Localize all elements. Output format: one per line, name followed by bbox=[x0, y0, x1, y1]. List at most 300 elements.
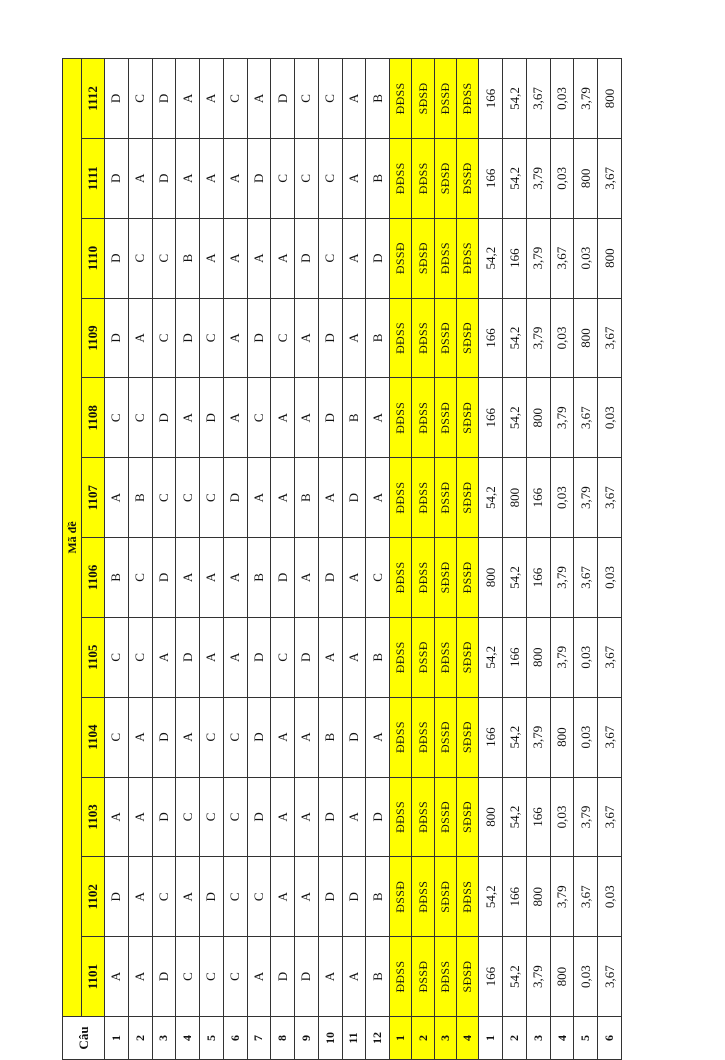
answer-key-table bbox=[62, 58, 622, 1060]
answer-cell: C bbox=[152, 298, 176, 378]
question-number: 1 bbox=[105, 1017, 129, 1060]
answer-cell: D bbox=[105, 59, 129, 139]
answer-cell: 166 bbox=[479, 59, 503, 139]
answer-cell: A bbox=[271, 857, 295, 937]
answer-cell: C bbox=[200, 298, 224, 378]
answer-cell: 54,2 bbox=[479, 617, 503, 697]
answer-cell: A bbox=[271, 777, 295, 857]
answer-cell: 3,67 bbox=[598, 458, 622, 538]
multiple-choice-row bbox=[366, 59, 390, 1060]
answer-cell: 166 bbox=[526, 538, 550, 618]
answer-cell: 166 bbox=[503, 218, 527, 298]
answer-cell: D bbox=[105, 138, 129, 218]
answer-cell: A bbox=[247, 218, 271, 298]
answer-cell: ĐĐSS bbox=[390, 937, 412, 1017]
answer-cell: C bbox=[223, 777, 247, 857]
answer-cell: A bbox=[176, 378, 200, 458]
answer-cell: 800 bbox=[479, 777, 503, 857]
answer-cell: 800 bbox=[550, 937, 574, 1017]
answer-cell: A bbox=[128, 937, 152, 1017]
answer-cell: A bbox=[223, 538, 247, 618]
answer-cell: A bbox=[200, 59, 224, 139]
answer-cell: 3,67 bbox=[598, 697, 622, 777]
answer-cell: 0,03 bbox=[550, 777, 574, 857]
answer-cell: C bbox=[176, 458, 200, 538]
answer-cell: ĐĐSS bbox=[412, 857, 434, 937]
answer-cell: C bbox=[200, 697, 224, 777]
exam-code-header: 1110 bbox=[82, 218, 105, 298]
exam-code-header: 1107 bbox=[82, 458, 105, 538]
answer-cell: 54,2 bbox=[503, 937, 527, 1017]
answer-cell: D bbox=[200, 857, 224, 937]
answer-cell: B bbox=[366, 138, 390, 218]
question-column-header: Câu bbox=[63, 1017, 105, 1060]
answer-cell: C bbox=[271, 138, 295, 218]
answer-cell: 800 bbox=[479, 538, 503, 618]
answer-cell: 0,03 bbox=[574, 218, 598, 298]
answer-cell: 3,67 bbox=[598, 617, 622, 697]
answer-cell: D bbox=[366, 218, 390, 298]
answer-cell: 54,2 bbox=[479, 458, 503, 538]
answer-cell: D bbox=[200, 378, 224, 458]
answer-cell: 3,79 bbox=[550, 538, 574, 618]
answer-cell: D bbox=[342, 697, 366, 777]
answer-cell: 3,79 bbox=[526, 937, 550, 1017]
multiple-choice-row bbox=[105, 59, 129, 1060]
answer-cell: 54,2 bbox=[503, 298, 527, 378]
exam-code-header: 1106 bbox=[82, 538, 105, 618]
exam-code-header: 1109 bbox=[82, 298, 105, 378]
answer-cell: A bbox=[271, 697, 295, 777]
answer-cell: C bbox=[247, 857, 271, 937]
answer-cell: D bbox=[105, 218, 129, 298]
question-number: 2 bbox=[128, 1017, 152, 1060]
answer-cell: 54,2 bbox=[503, 697, 527, 777]
answer-cell: ĐĐSS bbox=[412, 777, 434, 857]
multiple-choice-row bbox=[200, 59, 224, 1060]
answer-cell: C bbox=[271, 298, 295, 378]
answer-cell: A bbox=[366, 697, 390, 777]
answer-cell: ĐĐSS bbox=[412, 378, 434, 458]
true-false-row bbox=[412, 59, 434, 1060]
answer-cell: D bbox=[247, 777, 271, 857]
answer-cell: 54,2 bbox=[503, 378, 527, 458]
answer-cell: A bbox=[128, 857, 152, 937]
answer-cell: 54,2 bbox=[479, 218, 503, 298]
answer-cell: D bbox=[295, 218, 319, 298]
question-number: 10 bbox=[318, 1017, 342, 1060]
answer-cell: A bbox=[295, 857, 319, 937]
answer-cell: 54,2 bbox=[479, 857, 503, 937]
question-number: 6 bbox=[223, 1017, 247, 1060]
answer-cell: 0,03 bbox=[550, 298, 574, 378]
answer-cell: 3,67 bbox=[598, 138, 622, 218]
answer-cell: 800 bbox=[598, 218, 622, 298]
answer-cell: A bbox=[223, 617, 247, 697]
answer-cell: B bbox=[366, 59, 390, 139]
answer-cell: D bbox=[247, 298, 271, 378]
answer-cell: ĐĐSS bbox=[390, 697, 412, 777]
answer-cell: A bbox=[105, 458, 129, 538]
answer-cell: 166 bbox=[503, 617, 527, 697]
question-number: 12 bbox=[366, 1017, 390, 1060]
answer-cell: D bbox=[318, 777, 342, 857]
short-answer-row bbox=[598, 59, 622, 1060]
answer-cell: 3,67 bbox=[574, 378, 598, 458]
answer-cell: A bbox=[342, 59, 366, 139]
multiple-choice-row bbox=[271, 59, 295, 1060]
answer-cell: A bbox=[200, 218, 224, 298]
answer-cell: 54,2 bbox=[503, 59, 527, 139]
answer-cell: A bbox=[176, 857, 200, 937]
answer-cell: D bbox=[271, 538, 295, 618]
question-number: 2 bbox=[412, 1017, 434, 1060]
question-number: 5 bbox=[200, 1017, 224, 1060]
answer-cell: 0,03 bbox=[550, 458, 574, 538]
answer-cell: A bbox=[342, 298, 366, 378]
answer-cell: A bbox=[176, 697, 200, 777]
answer-cell: A bbox=[105, 937, 129, 1017]
answer-cell: C bbox=[176, 777, 200, 857]
answer-cell: 3,79 bbox=[550, 617, 574, 697]
exam-code-row bbox=[82, 59, 105, 1060]
answer-cell: ĐSSĐ bbox=[390, 218, 412, 298]
answer-cell: SĐSĐ bbox=[412, 59, 434, 139]
answer-cell: C bbox=[128, 59, 152, 139]
answer-cell: 166 bbox=[479, 138, 503, 218]
multiple-choice-row bbox=[318, 59, 342, 1060]
answer-cell: A bbox=[152, 617, 176, 697]
answer-cell: ĐĐSS bbox=[457, 857, 479, 937]
question-number: 5 bbox=[574, 1017, 598, 1060]
answer-cell: 166 bbox=[479, 697, 503, 777]
answer-cell: A bbox=[295, 777, 319, 857]
answer-cell: A bbox=[295, 538, 319, 618]
answer-cell: D bbox=[342, 857, 366, 937]
answer-cell: 54,2 bbox=[503, 138, 527, 218]
answer-cell: D bbox=[366, 777, 390, 857]
answer-cell: A bbox=[105, 777, 129, 857]
answer-cell: D bbox=[295, 937, 319, 1017]
answer-rows bbox=[105, 59, 622, 1060]
answer-cell: D bbox=[105, 857, 129, 937]
answer-cell: D bbox=[152, 538, 176, 618]
answer-cell: ĐĐSS bbox=[390, 138, 412, 218]
answer-cell: A bbox=[176, 538, 200, 618]
answer-cell: C bbox=[318, 218, 342, 298]
answer-cell: A bbox=[176, 59, 200, 139]
answer-cell: A bbox=[128, 298, 152, 378]
answer-cell: A bbox=[342, 777, 366, 857]
question-number: 4 bbox=[176, 1017, 200, 1060]
answer-cell: 3,79 bbox=[574, 59, 598, 139]
answer-cell: 800 bbox=[526, 857, 550, 937]
answer-cell: 800 bbox=[550, 697, 574, 777]
answer-cell: ĐĐSS bbox=[390, 538, 412, 618]
answer-cell: C bbox=[128, 538, 152, 618]
question-number: 1 bbox=[390, 1017, 412, 1060]
answer-cell: 166 bbox=[479, 378, 503, 458]
answer-cell: ĐĐSS bbox=[412, 138, 434, 218]
answer-cell: ĐSSĐ bbox=[434, 59, 456, 139]
answer-cell: C bbox=[105, 697, 129, 777]
answer-cell: B bbox=[366, 617, 390, 697]
question-number: 3 bbox=[152, 1017, 176, 1060]
answer-cell: 800 bbox=[526, 378, 550, 458]
answer-cell: ĐSSĐ bbox=[412, 937, 434, 1017]
answer-cell: D bbox=[152, 138, 176, 218]
question-number: 6 bbox=[598, 1017, 622, 1060]
multiple-choice-row bbox=[295, 59, 319, 1060]
short-answer-row bbox=[550, 59, 574, 1060]
answer-cell: A bbox=[271, 218, 295, 298]
answer-cell: 3,79 bbox=[526, 298, 550, 378]
answer-cell: ĐĐSS bbox=[390, 458, 412, 538]
answer-cell: SĐSĐ bbox=[434, 138, 456, 218]
answer-cell: C bbox=[223, 937, 247, 1017]
answer-cell: A bbox=[271, 378, 295, 458]
answer-cell: SĐSĐ bbox=[457, 458, 479, 538]
answer-cell: 166 bbox=[479, 298, 503, 378]
answer-cell: B bbox=[366, 298, 390, 378]
exam-code-header: 1101 bbox=[82, 937, 105, 1017]
answer-cell: 3,67 bbox=[598, 777, 622, 857]
answer-cell: D bbox=[152, 937, 176, 1017]
answer-cell: 0,03 bbox=[574, 937, 598, 1017]
answer-cell: ĐĐSS bbox=[457, 218, 479, 298]
answer-cell: A bbox=[200, 617, 224, 697]
answer-cell: B bbox=[295, 458, 319, 538]
answer-cell: D bbox=[176, 298, 200, 378]
answer-cell: A bbox=[200, 138, 224, 218]
answer-cell: ĐĐSS bbox=[412, 298, 434, 378]
answer-cell: D bbox=[342, 458, 366, 538]
answer-cell: C bbox=[200, 777, 224, 857]
answer-cell: SĐSĐ bbox=[457, 298, 479, 378]
question-number: 2 bbox=[503, 1017, 527, 1060]
answer-cell: SĐSĐ bbox=[457, 937, 479, 1017]
answer-cell: ĐSSĐ bbox=[457, 538, 479, 618]
answer-cell: ĐSSĐ bbox=[434, 458, 456, 538]
answer-cell: C bbox=[152, 857, 176, 937]
question-number: 3 bbox=[434, 1017, 456, 1060]
answer-cell: 3,67 bbox=[574, 857, 598, 937]
answer-cell: C bbox=[128, 378, 152, 458]
short-answer-row bbox=[479, 59, 503, 1060]
true-false-row bbox=[457, 59, 479, 1060]
answer-cell: D bbox=[271, 937, 295, 1017]
answer-cell: 800 bbox=[526, 617, 550, 697]
short-answer-row bbox=[574, 59, 598, 1060]
exam-code-header: 1112 bbox=[82, 59, 105, 139]
exam-code-header: 1108 bbox=[82, 378, 105, 458]
answer-cell: 3,67 bbox=[550, 218, 574, 298]
answer-cell: A bbox=[342, 617, 366, 697]
question-number: 3 bbox=[526, 1017, 550, 1060]
answer-cell: C bbox=[105, 378, 129, 458]
answer-cell: A bbox=[223, 378, 247, 458]
answer-cell: D bbox=[318, 298, 342, 378]
multiple-choice-row bbox=[176, 59, 200, 1060]
answer-cell: 3,79 bbox=[550, 857, 574, 937]
question-number: 7 bbox=[247, 1017, 271, 1060]
answer-cell: C bbox=[366, 538, 390, 618]
answer-cell: ĐSSĐ bbox=[434, 697, 456, 777]
answer-cell: ĐSSĐ bbox=[434, 378, 456, 458]
answer-cell: A bbox=[176, 138, 200, 218]
answer-cell: 0,03 bbox=[574, 617, 598, 697]
answer-cell: B bbox=[366, 937, 390, 1017]
answer-cell: A bbox=[223, 138, 247, 218]
answer-cell: 3,79 bbox=[550, 378, 574, 458]
answer-cell: A bbox=[366, 378, 390, 458]
answer-cell: ĐSSĐ bbox=[457, 138, 479, 218]
answer-cell: 3,79 bbox=[526, 218, 550, 298]
answer-cell: D bbox=[152, 697, 176, 777]
answer-cell: 166 bbox=[479, 937, 503, 1017]
short-answer-row bbox=[503, 59, 527, 1060]
answer-cell: D bbox=[152, 378, 176, 458]
answer-cell: ĐSSĐ bbox=[434, 777, 456, 857]
answer-cell: D bbox=[176, 617, 200, 697]
answer-cell: B bbox=[176, 218, 200, 298]
multiple-choice-row bbox=[128, 59, 152, 1060]
answer-cell: ĐĐSS bbox=[390, 617, 412, 697]
answer-cell: 3,79 bbox=[526, 138, 550, 218]
answer-cell: C bbox=[247, 378, 271, 458]
question-number: 1 bbox=[479, 1017, 503, 1060]
true-false-row bbox=[434, 59, 456, 1060]
answer-cell: C bbox=[318, 138, 342, 218]
answer-cell: 800 bbox=[503, 458, 527, 538]
multiple-choice-row bbox=[152, 59, 176, 1060]
answer-cell: D bbox=[295, 617, 319, 697]
answer-cell: 3,79 bbox=[574, 458, 598, 538]
answer-cell: C bbox=[295, 138, 319, 218]
question-number: 8 bbox=[271, 1017, 295, 1060]
answer-cell: ĐĐSS bbox=[390, 59, 412, 139]
answer-cell: 3,67 bbox=[598, 937, 622, 1017]
question-number: 4 bbox=[457, 1017, 479, 1060]
multiple-choice-row bbox=[342, 59, 366, 1060]
answer-cell: 3,67 bbox=[598, 298, 622, 378]
short-answer-row bbox=[526, 59, 550, 1060]
answer-cell: 0,03 bbox=[550, 59, 574, 139]
answer-cell: SĐSĐ bbox=[434, 857, 456, 937]
answer-cell: ĐĐSS bbox=[412, 697, 434, 777]
answer-cell: B bbox=[105, 538, 129, 618]
answer-cell: D bbox=[318, 538, 342, 618]
answer-cell: C bbox=[200, 937, 224, 1017]
answer-cell: A bbox=[318, 937, 342, 1017]
exam-code-header: 1102 bbox=[82, 857, 105, 937]
answer-cell: B bbox=[366, 857, 390, 937]
answer-cell: ĐSSĐ bbox=[434, 298, 456, 378]
answer-cell: C bbox=[223, 697, 247, 777]
answer-cell: 800 bbox=[574, 138, 598, 218]
answer-cell: ĐĐSS bbox=[412, 458, 434, 538]
exam-code-group-header: Mã đề bbox=[63, 59, 82, 1017]
answer-cell: A bbox=[342, 138, 366, 218]
answer-cell: A bbox=[247, 937, 271, 1017]
answer-cell: A bbox=[295, 378, 319, 458]
exam-code-header: 1111 bbox=[82, 138, 105, 218]
answer-cell: A bbox=[271, 458, 295, 538]
answer-cell: 0,03 bbox=[574, 697, 598, 777]
answer-cell: A bbox=[200, 538, 224, 618]
answer-cell: A bbox=[342, 218, 366, 298]
answer-cell: A bbox=[128, 697, 152, 777]
answer-cell: A bbox=[342, 538, 366, 618]
answer-cell: C bbox=[152, 218, 176, 298]
answer-cell: SĐSĐ bbox=[457, 697, 479, 777]
answer-cell: A bbox=[318, 617, 342, 697]
answer-cell: SĐSĐ bbox=[412, 218, 434, 298]
answer-cell: D bbox=[318, 857, 342, 937]
answer-cell: ĐĐSS bbox=[390, 378, 412, 458]
answer-cell: 3,67 bbox=[526, 59, 550, 139]
answer-cell: 0,03 bbox=[598, 857, 622, 937]
answer-cell: D bbox=[223, 458, 247, 538]
answer-cell: C bbox=[318, 59, 342, 139]
answer-cell: A bbox=[247, 458, 271, 538]
question-number: 11 bbox=[342, 1017, 366, 1060]
answer-cell: B bbox=[342, 378, 366, 458]
answer-cell: 0,03 bbox=[598, 538, 622, 618]
answer-cell: D bbox=[247, 138, 271, 218]
answer-cell: A bbox=[128, 138, 152, 218]
answer-cell: D bbox=[105, 298, 129, 378]
answer-cell: C bbox=[128, 617, 152, 697]
answer-cell: C bbox=[200, 458, 224, 538]
answer-cell: D bbox=[271, 59, 295, 139]
answer-cell: C bbox=[152, 458, 176, 538]
answer-cell: ĐĐSS bbox=[390, 298, 412, 378]
answer-cell: 3,67 bbox=[574, 538, 598, 618]
answer-cell: SĐSĐ bbox=[434, 538, 456, 618]
answer-cell: 166 bbox=[526, 777, 550, 857]
true-false-row bbox=[390, 59, 412, 1060]
answer-cell: 166 bbox=[526, 458, 550, 538]
answer-cell: SĐSĐ bbox=[457, 777, 479, 857]
answer-cell: A bbox=[318, 458, 342, 538]
answer-cell: A bbox=[295, 298, 319, 378]
answer-cell: 3,79 bbox=[526, 697, 550, 777]
answer-cell: ĐĐSS bbox=[434, 617, 456, 697]
answer-cell: C bbox=[271, 617, 295, 697]
question-number: 4 bbox=[550, 1017, 574, 1060]
answer-cell: A bbox=[295, 697, 319, 777]
answer-cell: SĐSĐ bbox=[457, 378, 479, 458]
answer-cell: 0,03 bbox=[550, 138, 574, 218]
answer-cell: B bbox=[128, 458, 152, 538]
answer-cell: C bbox=[128, 218, 152, 298]
answer-cell: ĐĐSS bbox=[412, 538, 434, 618]
question-number: 9 bbox=[295, 1017, 319, 1060]
answer-cell: A bbox=[128, 777, 152, 857]
answer-cell: SĐSĐ bbox=[457, 617, 479, 697]
exam-code-header: 1105 bbox=[82, 617, 105, 697]
answer-cell: A bbox=[223, 298, 247, 378]
answer-cell: 54,2 bbox=[503, 777, 527, 857]
answer-cell: 800 bbox=[598, 59, 622, 139]
answer-cell: C bbox=[223, 857, 247, 937]
answer-cell: A bbox=[247, 59, 271, 139]
answer-cell: 800 bbox=[574, 298, 598, 378]
exam-code-header: 1103 bbox=[82, 777, 105, 857]
answer-cell: C bbox=[223, 59, 247, 139]
answer-cell: ĐĐSS bbox=[390, 777, 412, 857]
